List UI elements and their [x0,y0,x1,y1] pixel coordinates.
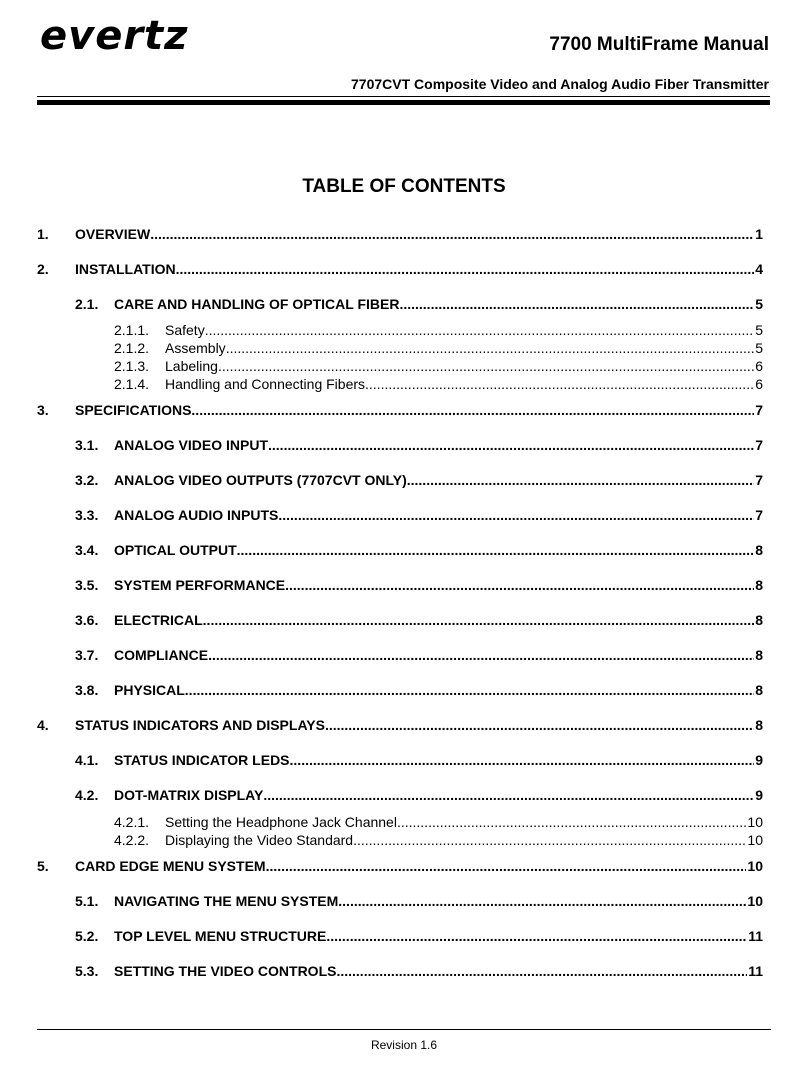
toc-leader-dots [326,927,747,945]
header-rule-thick [37,100,770,105]
toc-entry-number: 3. [37,402,49,418]
toc-entry-title: CARE AND HANDLING OF OPTICAL FIBER [114,296,400,312]
toc-leader-dots [176,260,755,278]
toc-leader-dots [353,831,746,849]
toc-entry-number: 2.1.4. [114,376,150,392]
toc-entry-title: ANALOG VIDEO OUTPUTS (7707CVT ONLY) [114,472,407,488]
toc-entry[interactable] [37,225,763,243]
toc-entry-number: 3.1. [75,437,99,453]
toc-entry-page: 7 [755,402,763,418]
toc-leader-dots [205,321,755,339]
toc-entry-title: ANALOG VIDEO INPUT [114,437,269,453]
toc-entry-number: 3.5. [75,577,99,593]
toc-entry-title: STATUS INDICATORS AND DISPLAYS [75,717,325,733]
toc-entry[interactable] [114,813,763,831]
toc-entry-title: Safety [165,322,205,338]
toc-entry[interactable] [75,786,763,804]
toc-entry[interactable] [75,295,763,313]
toc-entry-page: 8 [755,717,763,733]
toc-entry[interactable] [75,541,763,559]
toc-entry-number: 4.2. [75,787,99,803]
toc-entry[interactable] [114,831,763,849]
toc-entry-number: 4.2.2. [114,832,150,848]
toc-entry-number: 5. [37,858,49,874]
toc-entry-number: 4.2.1. [114,814,150,830]
toc-entry[interactable] [114,321,763,339]
toc-entry-number: 4. [37,717,49,733]
toc-entry-page: 10 [747,814,763,830]
toc-leader-dots [268,436,754,454]
toc-entry[interactable] [114,357,763,375]
toc-entry[interactable] [37,857,763,875]
toc-leader-dots [365,375,754,393]
toc-entry-title: Displaying the Video Standard [165,832,354,848]
toc-entry-title: OVERVIEW [75,226,151,242]
toc-entry-page: 5 [755,340,763,356]
toc-entry[interactable] [75,927,763,945]
toc-entry-page: 8 [755,577,763,593]
toc-entry-number: 5.3. [75,963,99,979]
toc-entry-title: COMPLIANCE [114,647,209,663]
toc-entry-page: 10 [747,858,763,874]
toc-entry-number: 5.1. [75,893,99,909]
toc-entry-number: 3.8. [75,682,99,698]
toc-entry-page: 5 [755,322,763,338]
toc-entry-number: 2.1. [75,296,99,312]
toc-entry-title: NAVIGATING THE MENU SYSTEM [114,893,339,909]
toc-entry-page: 8 [755,612,763,628]
toc-leader-dots [237,541,755,559]
toc-entry-title: DOT-MATRIX DISPLAY [114,787,264,803]
evertz-logo: evertz [40,13,189,59]
toc-entry-page: 6 [755,358,763,374]
toc-entry-page: 10 [747,832,763,848]
toc-entry-page: 7 [755,437,763,453]
toc-entry[interactable] [75,751,763,769]
toc-entry-page: 11 [748,963,763,979]
toc-leader-dots [185,681,754,699]
toc-leader-dots [278,506,754,524]
toc-entry[interactable] [75,681,763,699]
toc-entry-title: OPTICAL OUTPUT [114,542,237,558]
toc-entry-title: ANALOG AUDIO INPUTS [114,507,279,523]
toc-entry[interactable] [37,260,763,278]
toc-entry-page: 8 [755,682,763,698]
toc-leader-dots [263,786,754,804]
toc-leader-dots [325,716,754,734]
toc-entry-number: 1. [37,226,49,242]
toc-title: TABLE OF CONTENTS [302,176,506,197]
toc-entry-title: SETTING THE VIDEO CONTROLS [114,963,337,979]
toc-leader-dots [203,611,755,629]
toc-entry-number: 2.1.2. [114,340,150,356]
toc-entry-number: 4.1. [75,752,99,768]
toc-entry-number: 2. [37,261,49,277]
toc-leader-dots [266,857,747,875]
toc-leader-dots [338,892,746,910]
toc-entry[interactable] [75,506,763,524]
toc-entry[interactable] [75,962,763,980]
toc-entry-title: Labeling [165,358,218,374]
toc-entry-title: Handling and Connecting Fibers [165,376,366,392]
toc-entry[interactable] [75,436,763,454]
toc-entry-page: 7 [755,472,763,488]
toc-entry[interactable] [75,576,763,594]
toc-entry[interactable] [37,401,763,419]
toc-leader-dots [397,813,746,831]
toc-leader-dots [191,401,754,419]
toc-entry-title: TOP LEVEL MENU STRUCTURE [114,928,327,944]
toc-entry-title: INSTALLATION [75,261,176,277]
toc-entry-number: 2.1.3. [114,358,150,374]
toc-leader-dots [336,962,747,980]
toc-leader-dots [407,471,754,489]
toc-leader-dots [226,339,755,357]
toc-entry[interactable] [75,471,763,489]
toc-entry-title: SYSTEM PERFORMANCE [114,577,286,593]
footer-rule [37,1029,771,1030]
toc-entry-title: ELECTRICAL [114,612,203,628]
manual-subtitle: 7707CVT Composite Video and Analog Audio Fiber Transmitter [351,76,769,92]
toc-entry-number: 3.3. [75,507,99,523]
toc-entry-title: Assembly [165,340,226,356]
toc-entry-page: 6 [755,376,763,392]
toc-leader-dots [290,751,755,769]
toc-entry-page: 8 [755,542,763,558]
toc-leader-dots [399,295,754,313]
toc-entry-number: 5.2. [75,928,99,944]
toc-entry-page: 9 [755,787,763,803]
toc-entry-page: 9 [755,752,763,768]
toc-entry-number: 2.1.1. [114,322,150,338]
toc-entry-title: SPECIFICATIONS [75,402,192,418]
toc-entry-page: 11 [748,928,763,944]
toc-entry-title: CARD EDGE MENU SYSTEM [75,858,266,874]
toc-entry-number: 3.6. [75,612,99,628]
toc-entry-page: 1 [755,226,763,242]
toc-entry[interactable] [114,375,763,393]
toc-leader-dots [218,357,754,375]
toc-entry[interactable] [75,892,763,910]
toc-entry-page: 8 [755,647,763,663]
revision-footer: Revision 1.6 [370,1038,438,1052]
toc-entry[interactable] [75,646,763,664]
header-rule-thin [37,96,770,97]
toc-leader-dots [208,646,754,664]
manual-title: 7700 MultiFrame Manual [549,34,769,55]
toc-entry[interactable] [75,611,763,629]
toc-entry-title: PHYSICAL [114,682,185,698]
toc-leader-dots [285,576,754,594]
toc-entry[interactable] [114,339,763,357]
toc-entry-title: STATUS INDICATOR LEDS [114,752,290,768]
toc-entry-page: 7 [755,507,763,523]
toc-entry-number: 3.4. [75,542,99,558]
toc-entry[interactable] [37,716,763,734]
toc-entry-number: 3.7. [75,647,99,663]
toc-entry-page: 4 [755,261,763,277]
toc-entry-page: 5 [755,296,763,312]
toc-entry-page: 10 [747,893,763,909]
toc-entry-title: Setting the Headphone Jack Channel [165,814,397,830]
toc-leader-dots [150,225,754,243]
toc-entry-number: 3.2. [75,472,99,488]
